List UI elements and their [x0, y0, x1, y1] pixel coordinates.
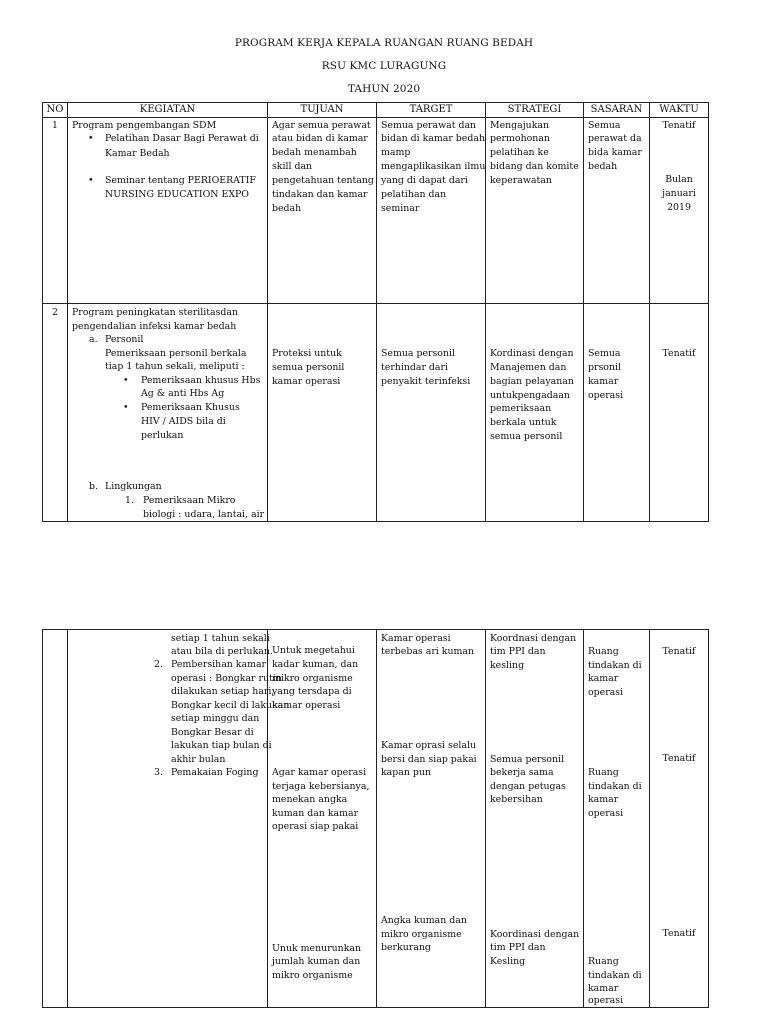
cont-sasaran: Ruang tindakan di kamar operasi Ruang tindakan di kamar operasi Ruang tindakan di kamar operasi — [584, 630, 650, 1008]
table-header-row — [43, 103, 709, 118]
cont-no — [43, 630, 68, 1008]
table-row — [43, 118, 709, 304]
bullet-icon: • — [123, 375, 129, 386]
row2-strategi: Kordinasi dengan Manajemen dan bagian pelayanan untukpengadaan pemeriksaan berkala untuk semua personil — [486, 304, 584, 522]
row1-no: 1 — [43, 118, 68, 304]
doc-year: TAHUN 2020 — [347, 83, 421, 95]
header-sasaran: SASARAN — [584, 103, 650, 118]
row1-target: Semua perawat dan bidan di kamar bedah mamp mengaplikasikan ilmu yang di dapat dari pelatihan dan seminar — [377, 118, 486, 304]
header-target: TARGET — [377, 103, 486, 118]
row1-kegiatan: Program pengembangan SDM • Pelatihan Dasar Bagi Perawat di Kamar Bedah • Seminar tentang PERIOERATIF NURSING EDUCATION EXPO — [68, 118, 268, 304]
cont-strategi: Koordnasi dengan tim PPI dan kesling Semua personil bekerja sama dengan petugas kebersihan Koordinasi dengan tim PPI dan Kesling — [486, 630, 584, 1008]
row2-sasaran: Semua prsonil kamar operasi — [584, 304, 650, 522]
row1-waktu: Tenatif Bulan januari 2019 — [650, 118, 709, 304]
table-row — [43, 630, 709, 1008]
table-row — [43, 304, 709, 522]
row2-kegiatan: Program peningkatan sterilitasdan pengendalian infeksi kamar bedah a. Personil Pemeriksaan personil berkala tiap 1 tahun sekali, meliputi : • Pemeriksaan khusus Hbs Ag & anti Hbs Ag • Pemeriksaan Khusus HIV / AIDS bila di perlukan b. Lingkungan 1. Pemeriksaan Mikro biologi : udara, lantai, air — [68, 304, 268, 522]
row2-target: Semua personil terhindar dari penyakit terinfeksi — [377, 304, 486, 522]
cont-waktu: Tenatif Tenatif Tenatif — [650, 630, 709, 1008]
row1-strategi: Mengajukan permohonan pelatihan ke bidang dan komite keperawatan — [486, 118, 584, 304]
row2-no: 2 — [43, 304, 68, 522]
work-program-table-continued — [42, 629, 709, 1008]
header-tujuan: TUJUAN — [268, 103, 377, 118]
cont-kegiatan: setiap 1 tahun sekali atau bila di perlukan. 2. Pembersihan kamar operasi : Bongkar rutin dilakukan setiap hari, Bongkar kecil di lakukan setiap minggu dan Bongkar Besar di lakukan tiap bulan di akhir bulan 3. Pemakaian Foging — [68, 630, 268, 1008]
header-no: NO — [43, 103, 68, 118]
cont-tujuan: Untuk megetahui kadar kuman, dan mikro organisme yang tersdapa di kamar operasi Agar kamar operasi terjaga kebersianya, menekan angka kuman dan kamar operasi siap pakai Unuk menurunkan jumlah kuman dan mikro organisme — [268, 630, 377, 1008]
row2-tujuan: Proteksi untuk semua personil kamar operasi — [268, 304, 377, 522]
header-waktu: WAKTU — [650, 103, 709, 118]
row2-waktu: Tenatif — [650, 304, 709, 522]
doc-subtitle: RSU KMC LURAGUNG — [321, 60, 447, 72]
bullet-icon: • — [88, 175, 94, 186]
work-program-table — [42, 102, 709, 522]
header-strategi: STRATEGI — [486, 103, 584, 118]
bullet-icon: • — [123, 402, 129, 413]
row1-tujuan: Agar semua perawat atau bidan di kamar bedah menambah skill dan pengetahuan tentang tindakan dan kamar bedah — [268, 118, 377, 304]
bullet-icon: • — [88, 133, 94, 144]
row1-sasaran: Semua perawat da bida kamar bedah — [584, 118, 650, 304]
cont-target: Kamar operasi terbebas ari kuman Kamar oprasi selalu bersi dan siap pakai kapan pun Angka kuman dan mikro organisme berkurang — [377, 630, 486, 1008]
doc-title: PROGRAM KERJA KEPALA RUANGAN RUANG BEDAH — [234, 37, 534, 49]
header-kegiatan: KEGIATAN — [68, 103, 268, 118]
